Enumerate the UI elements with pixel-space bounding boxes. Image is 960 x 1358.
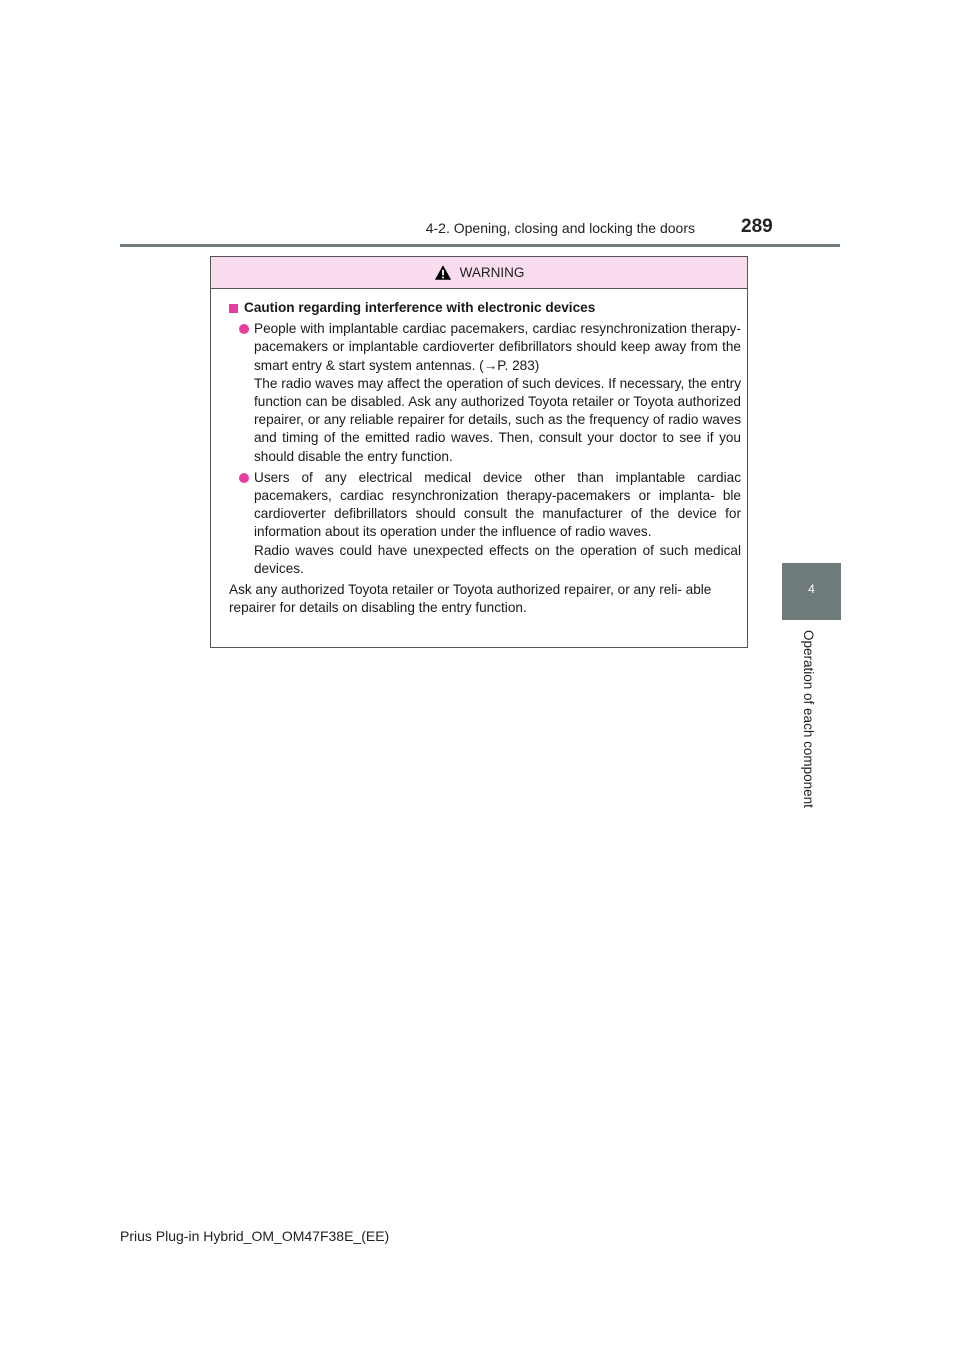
chapter-tab[interactable]: 4 <box>782 563 841 620</box>
header-divider <box>120 244 840 247</box>
bullet-paragraph: People with implantable cardiac pacemakers, cardiac resynchronization therapy-pacemakers or implantable cardioverter defibrillators should keep away from the smart entry & start system antennas. (→P. 283) <box>254 321 741 373</box>
bullet-paragraph: Users of any electrical medical device other than implantable cardiac pacemakers, cardiac resynchronization therapy-pacemakers or implanta- ble cardioverter defibrillators should consult the manufacturer of the device for information about its operation under the influence of radio waves. <box>254 469 741 540</box>
round-bullet-icon <box>239 324 249 334</box>
bullet-paragraph: The radio waves may affect the operation of such devices. If necessary, the entry function can be disabled. Ask any authorized Toyota retailer or Toyota authorized repairer, or any reliable repairer for details, such as the frequency of radio waves and timing of the emitted radio waves. Then, consult your doctor to see if you should disable the entry function. <box>254 375 741 464</box>
header-section-title: 4-2. Opening, closing and locking the doors <box>425 220 695 236</box>
warning-header <box>211 257 747 289</box>
list-item <box>229 320 741 466</box>
closing-paragraph: Ask any authorized Toyota retailer or Toyota authorized repairer, or any reli- able repairer for details on disabling the entry function. <box>229 582 712 616</box>
footer-document-id: Prius Plug-in Hybrid_OM_OM47F38E_(EE) <box>120 1228 390 1244</box>
page-number: 289 <box>741 216 773 237</box>
warning-body <box>211 289 747 617</box>
chapter-label: Operation of each component <box>801 630 816 808</box>
square-bullet-icon <box>229 304 238 313</box>
round-bullet-icon <box>239 473 249 483</box>
warning-heading: WARNING <box>459 265 525 280</box>
warning-triangle-icon <box>434 264 452 281</box>
section-title-text: Caution regarding interference with electronic devices <box>244 300 596 315</box>
list-item <box>229 469 741 578</box>
warning-section-title <box>229 299 741 317</box>
warning-closing <box>229 581 741 617</box>
warning-box <box>210 256 748 648</box>
bullet-paragraph: Radio waves could have unexpected effects on the operation of such medical devices. <box>254 542 741 576</box>
